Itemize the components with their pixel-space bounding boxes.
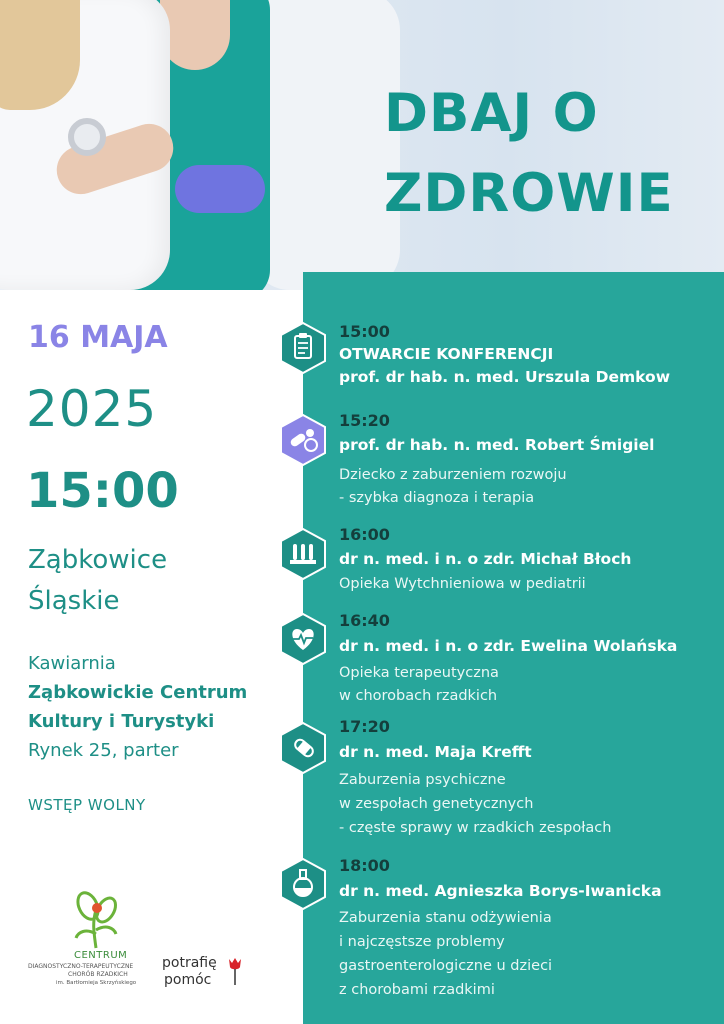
entry-desc-line: Opieka terapeutyczna [339, 665, 499, 681]
schedule-entry-5 [339, 717, 719, 842]
entry-desc-line: - częste sprawy w rzadkich zespołach [339, 820, 612, 836]
schedule-entry-1 [339, 322, 719, 402]
venue-line2: Ząbkowickie Centrum [28, 682, 248, 703]
schedule-entry-4 [339, 611, 719, 706]
test-tubes-icon [280, 528, 326, 580]
event-year: 2025 [26, 380, 158, 438]
stethoscope-icon [68, 118, 106, 156]
entry-desc-line: i najczęstsze problemy [339, 934, 505, 950]
entry-desc-line: Opieka Wytchnieniowa w pediatrii [339, 576, 586, 592]
event-city-line2: Śląskie [28, 586, 120, 616]
pills-icon [280, 414, 326, 466]
venue-line3: Kultury i Turystyki [28, 711, 215, 732]
event-date: 16 MAJA [28, 320, 168, 355]
entry-time: 17:20 [339, 717, 390, 736]
centrum-sub3: im. Bartłomieja Skrzyńskiego [56, 980, 137, 986]
venue-line1: Kawiarnia [28, 653, 116, 674]
flower-logo-icon [66, 888, 126, 950]
centrum-sub2: CHORÓB RZADKICH [68, 971, 128, 978]
heartbeat-icon [280, 613, 326, 665]
entry-speaker: dr n. med. i n. o zdr. Ewelina Wolańska [339, 637, 678, 655]
entry-desc-line: Zaburzenia stanu odżywienia [339, 910, 552, 926]
blue-glove [175, 165, 265, 213]
schedule-entry-3 [339, 525, 719, 595]
potrafie-pomoc-logo [162, 955, 252, 995]
free-entry: WSTĘP WOLNY [28, 796, 146, 814]
entry-desc-line: w chorobach rzadkich [339, 688, 498, 704]
entry-time: 16:40 [339, 611, 390, 630]
entry-time: 15:20 [339, 411, 390, 430]
entry-speaker: dr n. med. Maja Krefft [339, 743, 532, 761]
entry-time: 16:00 [339, 525, 390, 544]
venue-line4: Rynek 25, parter [28, 740, 179, 761]
title-line-2: ZDROWIE [384, 163, 674, 224]
potrafie-word: potrafię [162, 955, 217, 971]
poster-title [384, 74, 714, 234]
event-city-line1: Ząbkowice [28, 545, 168, 575]
tulip-icon [228, 957, 242, 985]
entry-desc-line: Zaburzenia psychiczne [339, 772, 506, 788]
entry-desc-line: - szybka diagnoza i terapia [339, 490, 535, 506]
entry-speaker: prof. dr hab. n. med. Urszula Demkow [339, 368, 671, 386]
doctor-coat-right [250, 0, 400, 290]
centrum-sub1: DIAGNOSTYCZNO-TERAPEUTYCZNE [28, 963, 134, 970]
entry-speaker: dr n. med. i n. o zdr. Michał Błoch [339, 550, 632, 568]
flask-icon [280, 858, 326, 910]
event-time: 15:00 [26, 463, 179, 519]
schedule-entry-2 [339, 411, 719, 511]
centrum-logo [26, 888, 161, 998]
entry-desc-line: gastroenterologiczne u dzieci [339, 958, 553, 974]
nurse-neck [160, 0, 230, 70]
entry-title: OTWARCIE KONFERENCJI [339, 345, 554, 363]
entry-speaker: dr n. med. Agnieszka Borys-Iwanicka [339, 882, 662, 900]
entry-time: 18:00 [339, 856, 390, 875]
capsule-icon [280, 722, 326, 774]
pomoc-word: pomóc [164, 972, 212, 988]
entry-desc-line: z chorobami rzadkimi [339, 982, 495, 998]
title-line-1: DBAJ O [384, 83, 599, 144]
centrum-name: CENTRUM [74, 950, 128, 961]
clipboard-icon [280, 322, 326, 374]
entry-desc-line: Dziecko z zaburzeniem rozwoju [339, 467, 567, 483]
entry-speaker: prof. dr hab. n. med. Robert Śmigiel [339, 436, 655, 454]
entry-desc-line: w zespołach genetycznych [339, 796, 534, 812]
entry-time: 15:00 [339, 322, 390, 341]
schedule-entry-6 [339, 856, 719, 1006]
